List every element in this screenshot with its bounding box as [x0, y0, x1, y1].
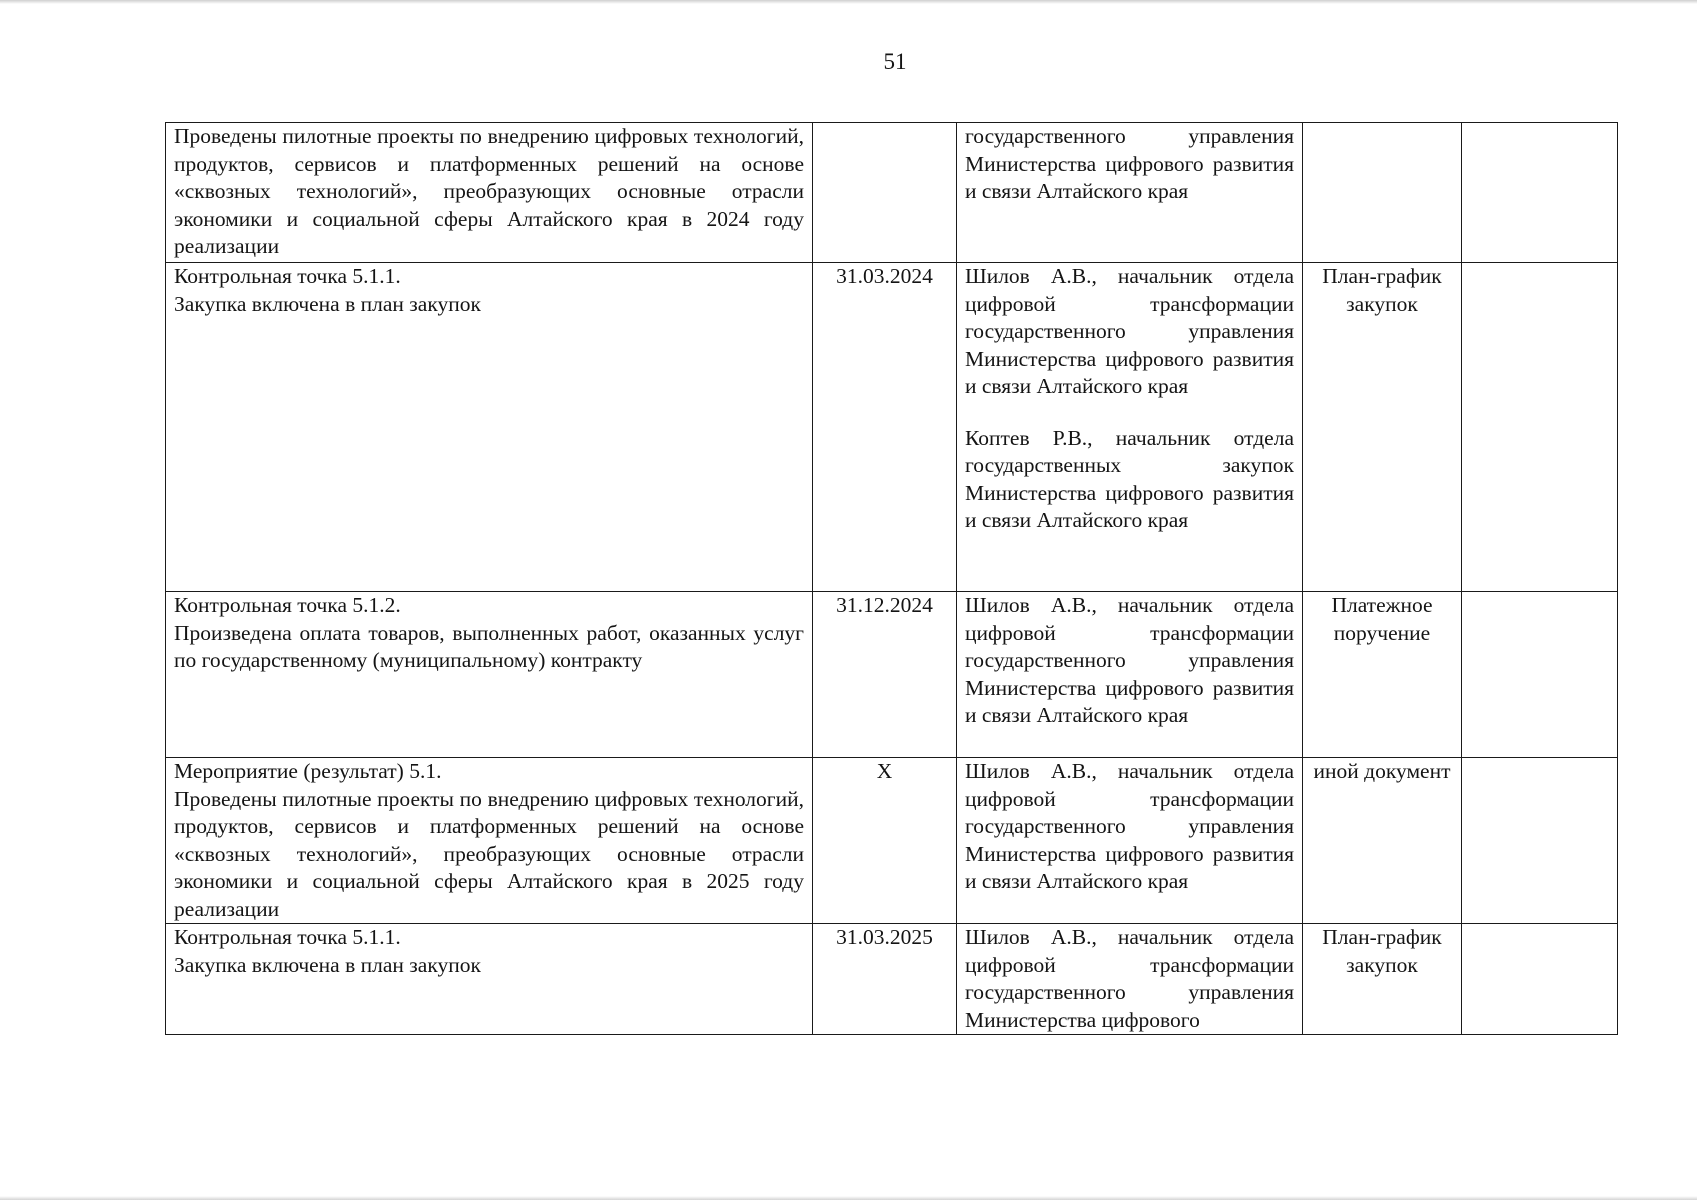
description-text: Проведены пилотные проекты по внедрению цифровых технологий, продуктов, сервисов и платформенных решений на основе «сквозных технологий», преобразующих основные отрасли экономики и социальной сферы Алтайского края в 2024 году реализации — [174, 124, 804, 258]
responsible-text: Шилов А.В., начальник отдела цифровой трансформации государственного управления Министерства цифрового развития и связи Алтайского края — [965, 593, 1294, 727]
responsible-cell — [957, 924, 1303, 1035]
checkpoint-title: Контрольная точка 5.1.1. — [174, 264, 401, 288]
description-cell — [166, 924, 813, 1035]
scan-edge-top — [0, 0, 1697, 4]
plan-table — [165, 122, 1618, 1035]
date-cell — [813, 123, 957, 263]
responsible-cell — [957, 123, 1303, 263]
table-row — [166, 924, 1618, 1035]
checkpoint-title: Контрольная точка 5.1.2. — [174, 593, 401, 617]
responsible-text: Шилов А.В., начальник отдела цифровой трансформации государственного управления Министерства цифрового развития и связи Алтайского края — [965, 759, 1294, 893]
responsible-cell — [957, 758, 1303, 924]
responsible-text: Шилов А.В., начальник отдела цифровой трансформации государственного управления Министерства цифрового — [965, 925, 1294, 1032]
checkpoint-title: Контрольная точка 5.1.1. — [174, 925, 401, 949]
date-cell: 31.03.2025 — [813, 924, 957, 1035]
scan-edge-bottom — [0, 1196, 1697, 1200]
responsible-text: Шилов А.В., начальник отдела цифровой трансформации государственного управления Министерства цифрового развития и связи Алтайского края — [965, 264, 1294, 398]
document-cell — [1303, 123, 1462, 263]
responsible-cell — [957, 263, 1303, 592]
table-row — [166, 263, 1618, 592]
document-cell: Платежное поручение — [1303, 592, 1462, 758]
description-cell — [166, 592, 813, 758]
date-cell: 31.03.2024 — [813, 263, 957, 592]
table-row — [166, 123, 1618, 263]
document-cell: иной документ — [1303, 758, 1462, 924]
empty-cell — [1462, 263, 1618, 592]
responsible-text: Коптев Р.В., начальник отдела государственных закупок Министерства цифрового развития и связи Алтайского края — [965, 425, 1294, 532]
result-title: Мероприятие (результат) 5.1. — [174, 759, 442, 783]
responsible-text: государственного управления Министерства цифрового развития и связи Алтайского края — [965, 124, 1294, 203]
date-cell: X — [813, 758, 957, 924]
spacer — [965, 401, 1294, 425]
responsible-cell — [957, 592, 1303, 758]
empty-cell — [1462, 758, 1618, 924]
page-number: 51 — [883, 49, 907, 74]
table-row — [166, 592, 1618, 758]
description-cell — [166, 758, 813, 924]
empty-cell — [1462, 123, 1618, 263]
empty-cell — [1462, 592, 1618, 758]
description-text: Закупка включена в план закупок — [174, 291, 481, 316]
description-cell — [166, 263, 813, 592]
description-text: Закупка включена в план закупок — [174, 952, 481, 977]
description-cell — [166, 123, 813, 263]
empty-cell — [1462, 924, 1618, 1035]
date-cell: 31.12.2024 — [813, 592, 957, 758]
document-cell: План-график закупок — [1303, 263, 1462, 592]
description-text: Проведены пилотные проекты по внедрению цифровых технологий, продуктов, сервисов и платформенных решений на основе «сквозных технологий», преобразующих основные отрасли экономики и социальной сферы Алтайского края в 2025 году реализации — [174, 786, 804, 921]
table-row — [166, 758, 1618, 924]
description-text: Произведена оплата товаров, выполненных работ, оказанных услуг по государственному (муниципальному) контракту — [174, 620, 804, 672]
document-cell: План-график закупок — [1303, 924, 1462, 1035]
